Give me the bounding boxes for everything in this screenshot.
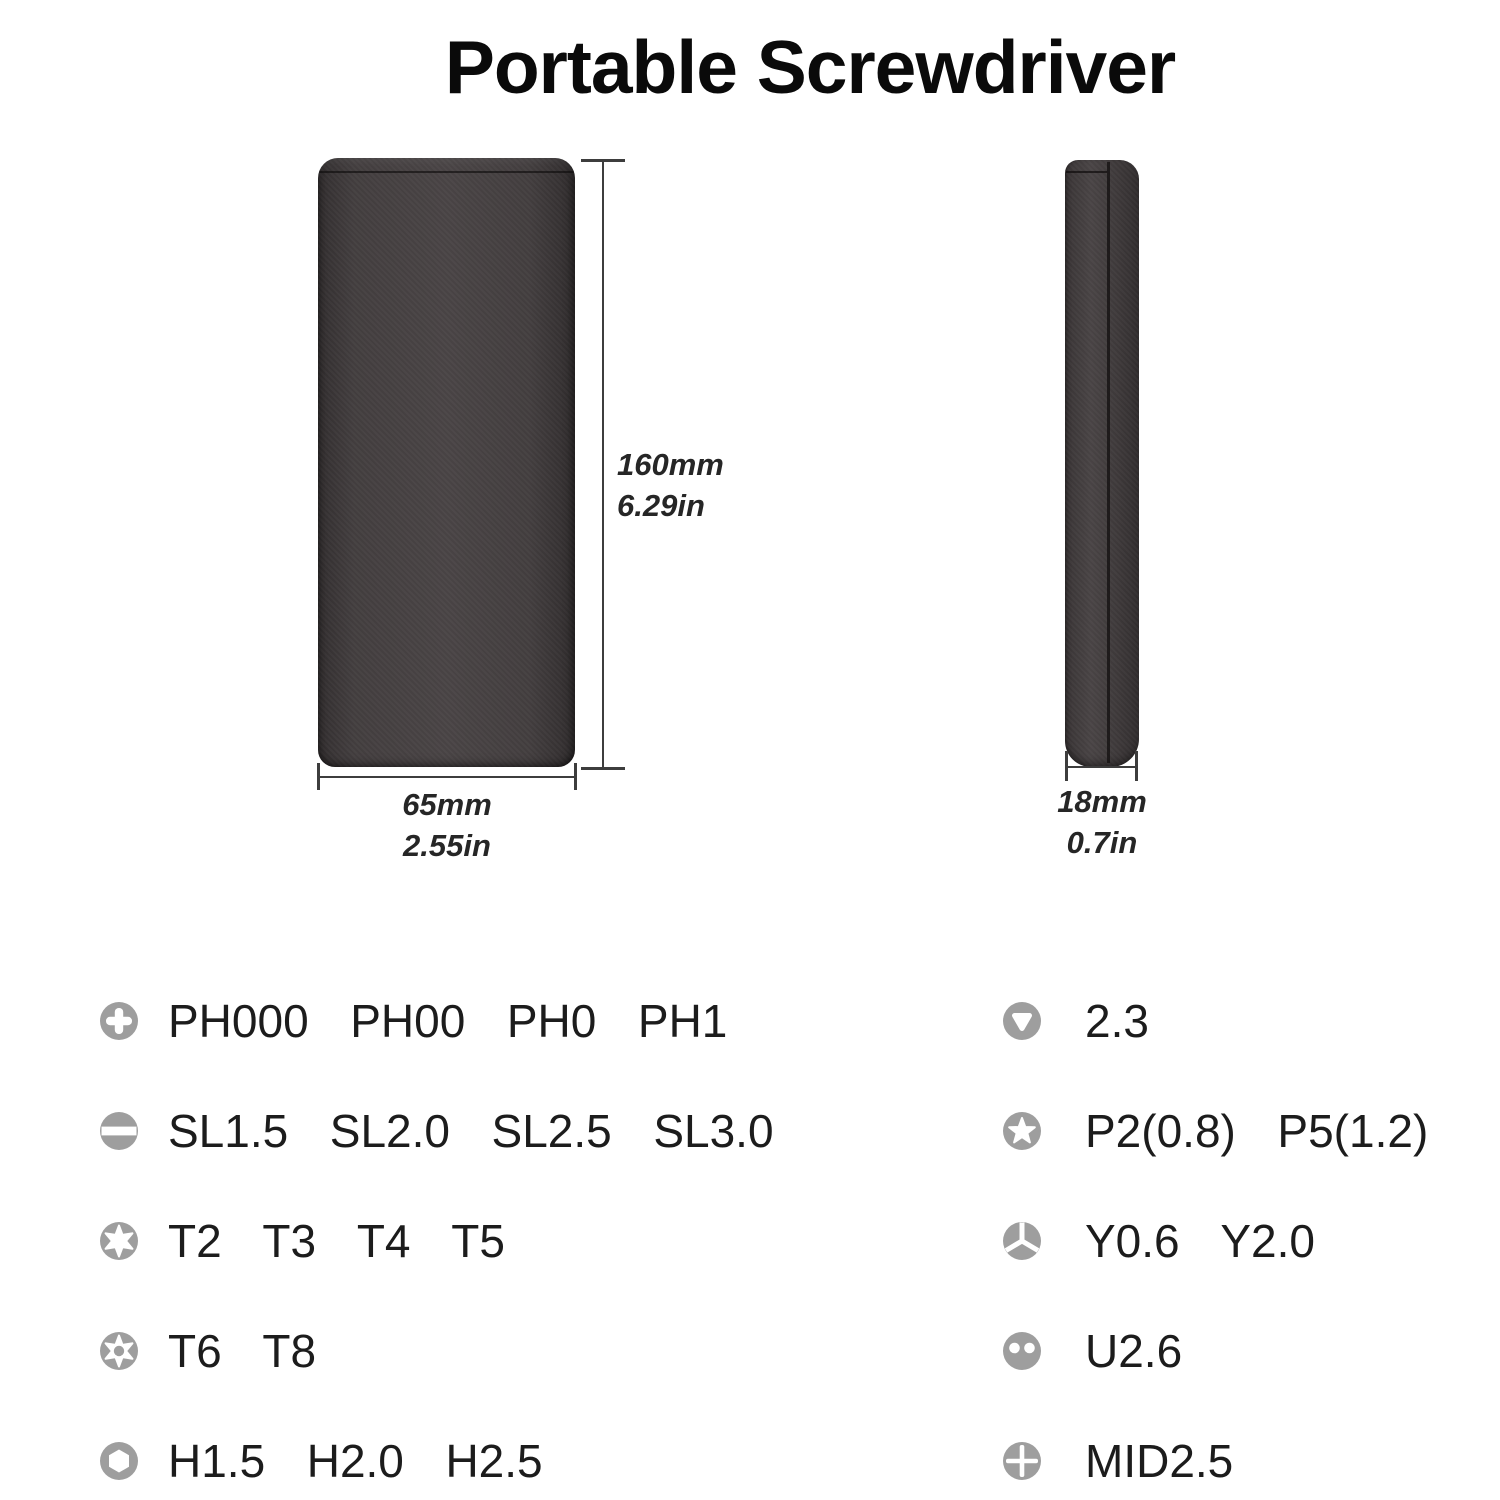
front-width-mm: 65mm	[402, 787, 492, 822]
bit-label: 2.3	[1085, 995, 1149, 1047]
height-dimension-line	[602, 160, 604, 770]
pentalobe-icon	[1003, 1112, 1041, 1150]
bit-row-torx-security	[100, 1322, 774, 1380]
side-width-in: 0.7in	[1066, 825, 1138, 860]
bit-list-left-column	[100, 992, 774, 1500]
height-dimension-label	[617, 444, 724, 526]
front-width-dimension-label	[318, 784, 576, 866]
page-title: Portable Screwdriver	[444, 25, 1176, 109]
side-width-dimension-label	[1032, 781, 1172, 863]
bit-row-pentalobe	[1003, 1102, 1428, 1160]
bit-label: PH000 PH00 PH0 PH1	[168, 995, 728, 1047]
front-width-in: 2.55in	[403, 828, 491, 863]
y-type-icon	[1003, 1222, 1041, 1260]
bit-label: MID2.5	[1085, 1435, 1234, 1487]
bit-label: SL1.5 SL2.0 SL2.5 SL3.0	[168, 1105, 774, 1157]
hex-icon	[100, 1442, 138, 1480]
side-width-tick-right	[1135, 751, 1138, 781]
front-width-dimension-line	[318, 776, 576, 778]
bit-label: P2(0.8) P5(1.2)	[1085, 1105, 1429, 1157]
height-dimension-cap-top	[581, 159, 625, 162]
side-width-tick-left	[1065, 751, 1068, 781]
side-width-mm: 18mm	[1057, 784, 1147, 819]
phillips-icon	[100, 1002, 138, 1040]
cross-icon	[1003, 1442, 1041, 1480]
screwdriver-front-view	[318, 158, 575, 767]
triangle-icon	[1003, 1002, 1041, 1040]
torx-security-icon	[100, 1332, 138, 1370]
bit-row-u-type	[1003, 1322, 1428, 1380]
slotted-icon	[100, 1112, 138, 1150]
bit-label: Y0.6 Y2.0	[1085, 1215, 1315, 1267]
bit-label: T2 T3 T4 T5	[168, 1215, 505, 1267]
torx-icon	[100, 1222, 138, 1260]
bit-row-phillips	[100, 992, 774, 1050]
side-width-dimension-line	[1066, 766, 1138, 768]
screwdriver-side-view	[1065, 160, 1139, 767]
u-type-icon	[1003, 1332, 1041, 1370]
bit-list-right-column	[1003, 992, 1428, 1500]
height-dimension-cap-bottom	[581, 767, 625, 770]
bit-row-hex	[100, 1432, 774, 1490]
bit-row-cross	[1003, 1432, 1428, 1490]
bit-row-triangle	[1003, 992, 1428, 1050]
bit-label: U2.6	[1085, 1325, 1183, 1377]
bit-label: H1.5 H2.0 H2.5	[168, 1435, 543, 1487]
bit-row-torx	[100, 1212, 774, 1270]
height-mm: 160mm	[617, 447, 724, 482]
bit-label: T6 T8	[168, 1325, 317, 1377]
height-in: 6.29in	[617, 488, 705, 523]
bit-row-y-type	[1003, 1212, 1428, 1270]
bit-row-slotted	[100, 1102, 774, 1160]
